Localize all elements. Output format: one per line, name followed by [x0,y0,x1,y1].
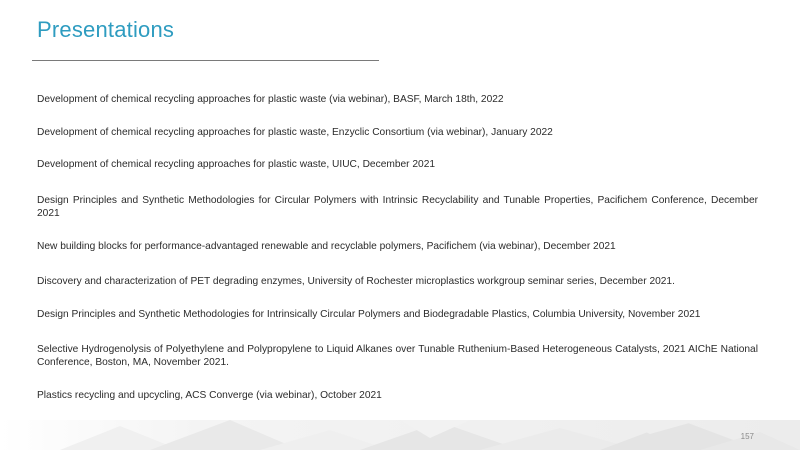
presentation-entry: New building blocks for performance-advantaged renewable and recyclable polymers, Pacifichem (via webinar), December 2021 [37,241,616,252]
page-number: 157 [740,432,754,441]
slide-title: Presentations [37,17,175,42]
presentation-entry: Development of chemical recycling approaches for plastic waste, Enzyclic Consortium (via webinar), January 2022 [37,127,553,138]
presentation-entry: Development of chemical recycling approaches for plastic waste (via webinar), BASF, March 18th, 2022 [37,94,504,105]
presentation-entry: Plastics recycling and upcycling, ACS Converge (via webinar), October 2021 [37,390,382,401]
title-underline [32,60,379,61]
presentation-entry: Design Principles and Synthetic Methodologies for Circular Polymers with Intrinsic Recyclability and Tunable Properties, Pacifichem Conference, December 2021 [37,195,758,219]
presentation-entry: Design Principles and Synthetic Methodologies for Intrinsically Circular Polymers and Biodegradable Plastics, Columbia University, November 2021 [37,309,701,320]
footer-decoration [0,420,800,450]
presentation-entry: Selective Hydrogenolysis of Polyethylene and Polypropylene to Liquid Alkanes over Tunable Ruthenium-Based Heterogeneous Catalysts, 2021 AIChE National Conference, Boston, MA, November 2021. [37,344,758,368]
presentation-entry: Discovery and characterization of PET degrading enzymes, University of Rochester microplastics workgroup seminar series, December 2021. [37,276,675,287]
presentation-entry: Development of chemical recycling approaches for plastic waste, UIUC, December 2021 [37,159,436,170]
